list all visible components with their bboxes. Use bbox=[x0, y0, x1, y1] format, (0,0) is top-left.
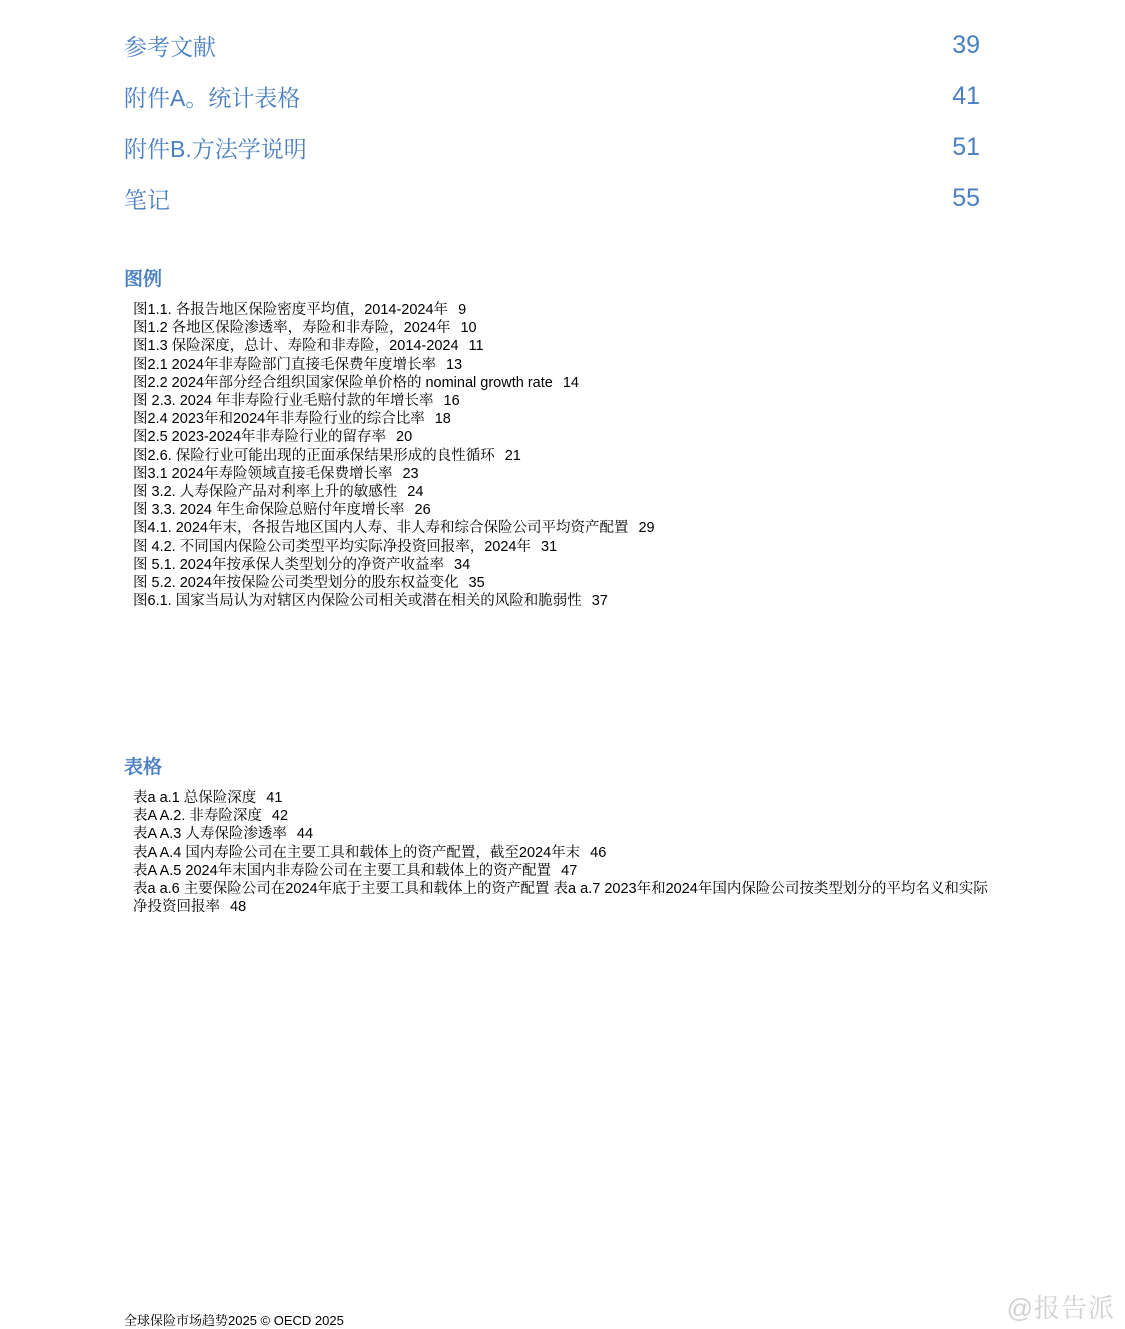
figure-title: 图2.1 2024年非寿险部门直接毛保费年度增长率 bbox=[133, 356, 436, 373]
watermark: @报告派 bbox=[1006, 1293, 1115, 1323]
table-title: 表a a.6 主要保险公司在2024年底于主要工具和载体上的资产配置 表a a.7 2023年和2024年国内保险公司按类型划分的平均名义和实际净投资回报率 bbox=[133, 881, 988, 916]
figure-list-item[interactable] bbox=[133, 592, 993, 610]
figure-page: 9 bbox=[458, 302, 467, 318]
figure-page: 16 bbox=[443, 393, 460, 410]
figure-title: 图2.6. 保险行业可能出现的正面承保结果形成的良性循环 bbox=[133, 447, 495, 464]
figure-page: 37 bbox=[591, 593, 608, 610]
toc-list bbox=[124, 20, 980, 224]
toc-item-references[interactable] bbox=[124, 20, 980, 71]
figure-page: 21 bbox=[504, 447, 521, 464]
figure-title: 图6.1. 国家当局认为对辖区内保险公司相关或潜在相关的风险和脆弱性 bbox=[133, 593, 582, 610]
figure-list-item[interactable] bbox=[133, 465, 993, 483]
figure-list-item[interactable] bbox=[133, 428, 993, 446]
figure-list-item[interactable] bbox=[133, 519, 993, 537]
figure-page: 20 bbox=[396, 429, 413, 446]
figure-page: 11 bbox=[468, 338, 484, 355]
figure-title: 图 4.2. 不同国内保险公司类型平均实际净投资回报率，2024年 bbox=[133, 538, 531, 555]
figure-title: 图 3.2. 人寿保险产品对利率上升的敏感性 bbox=[133, 484, 398, 501]
figure-list-item[interactable] bbox=[133, 483, 993, 501]
figure-page: 14 bbox=[562, 374, 579, 391]
figure-title: 图1.2 各地区保险渗透率，寿险和非寿险，2024年 bbox=[133, 320, 451, 337]
table-page: 48 bbox=[230, 899, 247, 916]
table-page: 47 bbox=[561, 862, 578, 879]
toc-item-annex-b[interactable] bbox=[124, 122, 980, 173]
table-title: 表a a.1 总保险深度 bbox=[133, 790, 257, 806]
figure-list-item[interactable] bbox=[133, 301, 993, 319]
table-title: 表A A.4 国内寿险公司在主要工具和载体上的资产配置，截至2024年末 bbox=[133, 844, 581, 861]
figure-title: 图 3.3. 2024 年生命保险总赔付年度增长率 bbox=[133, 502, 405, 519]
figure-list-item[interactable] bbox=[133, 356, 993, 374]
toc-item-page: 51 bbox=[952, 133, 980, 161]
page-footer: 全球保险市场趋势2025 © OECD 2025 bbox=[124, 1313, 344, 1328]
figure-title: 图2.2 2024年部分经合组织国家保险单价格的 nominal growth rate bbox=[133, 374, 553, 391]
figure-title: 图2.5 2023-2024年非寿险行业的留存率 bbox=[133, 429, 387, 446]
figure-list-item[interactable] bbox=[133, 538, 993, 556]
figures-heading: 图例 bbox=[124, 269, 163, 290]
table-page: 41 bbox=[266, 790, 283, 806]
table-list-item[interactable] bbox=[133, 862, 993, 880]
table-list-item[interactable] bbox=[133, 844, 993, 862]
figure-title: 图 2.3. 2024 年非寿险行业毛赔付款的年增长率 bbox=[133, 393, 434, 410]
figure-list-item[interactable] bbox=[133, 556, 993, 574]
toc-item-title: 附件A。统计表格 bbox=[124, 85, 301, 111]
figure-list-item[interactable] bbox=[133, 447, 993, 465]
figure-title: 图2.4 2023年和2024年非寿险行业的综合比率 bbox=[133, 411, 425, 428]
tables-heading: 表格 bbox=[124, 757, 163, 778]
table-list-item[interactable] bbox=[133, 880, 993, 916]
figure-page: 26 bbox=[414, 502, 431, 519]
table-list-item[interactable] bbox=[133, 807, 993, 825]
toc-item-title: 参考文献 bbox=[124, 34, 216, 60]
table-page: 46 bbox=[590, 844, 607, 861]
figure-title: 图1.1. 各报告地区保险密度平均值，2014-2024年 bbox=[133, 302, 449, 318]
figure-list-item[interactable] bbox=[133, 337, 993, 355]
figure-list-item[interactable] bbox=[133, 574, 993, 592]
table-title: 表A A.5 2024年末国内非寿险公司在主要工具和载体上的资产配置 bbox=[133, 862, 552, 879]
figure-page: 24 bbox=[407, 484, 424, 501]
figure-page: 34 bbox=[454, 556, 471, 573]
figure-title: 图4.1. 2024年末，各报告地区国内人寿、非人寿和综合保险公司平均资产配置 bbox=[133, 520, 629, 537]
table-list-item[interactable] bbox=[133, 789, 993, 807]
figure-page: 31 bbox=[541, 538, 558, 555]
figure-list-item[interactable] bbox=[133, 319, 993, 337]
toc-item-title: 附件B.方法学说明 bbox=[124, 136, 307, 162]
figure-list-item[interactable] bbox=[133, 374, 993, 392]
tables-list bbox=[133, 789, 993, 916]
table-title: 表A A.3 人寿保险渗透率 bbox=[133, 826, 287, 843]
toc-item-page: 55 bbox=[952, 184, 980, 212]
figure-title: 图3.1 2024年寿险领域直接毛保费增长率 bbox=[133, 465, 393, 482]
figure-page: 18 bbox=[434, 411, 451, 428]
table-page: 44 bbox=[296, 826, 314, 843]
figure-list-item[interactable] bbox=[133, 392, 993, 410]
figure-list-item[interactable] bbox=[133, 501, 993, 519]
toc-item-title: 笔记 bbox=[124, 187, 170, 213]
toc-item-notes[interactable] bbox=[124, 173, 980, 224]
table-title: 表A A.2. 非寿险深度 bbox=[133, 808, 262, 825]
figure-title: 图 5.1. 2024年按承保人类型划分的净资产收益率 bbox=[133, 556, 444, 573]
figure-title: 图 5.2. 2024年按保险公司类型划分的股东权益变化 bbox=[133, 575, 459, 592]
figures-list bbox=[133, 301, 993, 610]
table-page: 42 bbox=[271, 808, 289, 825]
table-list-item[interactable] bbox=[133, 825, 993, 843]
figure-page: 13 bbox=[445, 356, 463, 373]
figure-page: 10 bbox=[460, 320, 477, 337]
toc-item-page: 41 bbox=[952, 82, 980, 110]
toc-item-page: 39 bbox=[952, 31, 980, 59]
figure-page: 29 bbox=[638, 520, 655, 537]
figure-page: 23 bbox=[402, 465, 419, 482]
figure-page: 35 bbox=[468, 575, 485, 592]
figure-title: 图1.3 保险深度，总计、寿险和非寿险，2014-2024 bbox=[133, 338, 459, 355]
figure-list-item[interactable] bbox=[133, 410, 993, 428]
toc-item-annex-a[interactable] bbox=[124, 71, 980, 122]
